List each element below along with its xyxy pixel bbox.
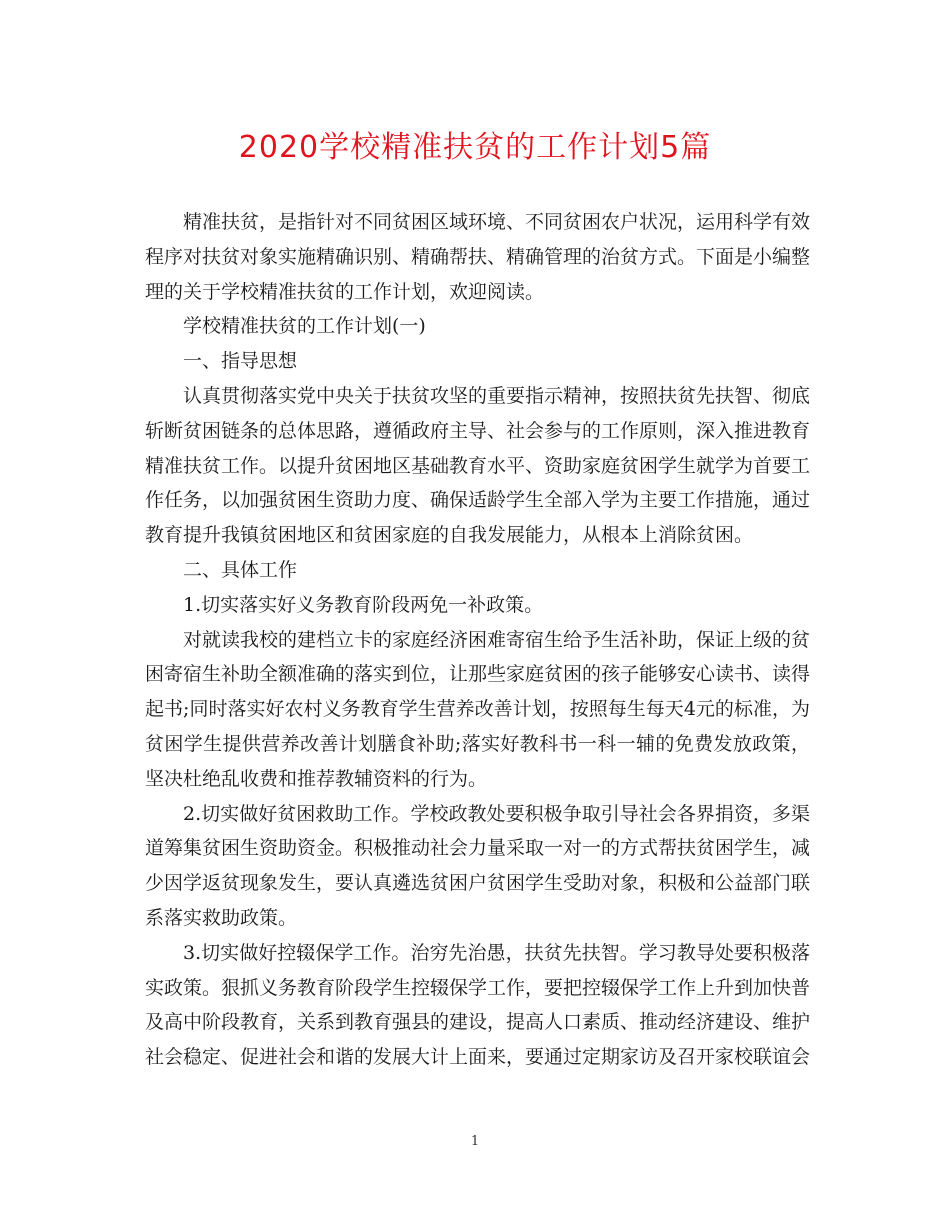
body-paragraph: 对就读我校的建档立卡的家庭经济困难寄宿生给予生活补助，保证上级的贫困寄宿生补助全额准确的落实到位，让那些家庭贫困的孩子能够安心读书、读得起书;同时落实好农村义务教育学生营养改善计划，按照每生每天4元的标准，为贫困学生提供营养改善计划膳食补助;落实好教科书一科一辅的免费发放政策，坚决杜绝乱收费和推荐教辅资料的行为。 [145,628,811,790]
body-paragraph: 3.切实做好控辍保学工作。治穷先治愚，扶贫先扶智。学习教导处要积极落实政策。狠抓义务教育阶段学生控辍保学工作，要把控辍保学工作上升到加快普及高中阶段教育，关系到教育强县的建设，提高人口素质、推动经济建设、维护社会稳定、促进社会和谐的发展大计上面来，要通过定期家访及召开家校联谊会 [145,941,811,1069]
document-title: 2020学校精准扶贫的工作计划5篇 [238,130,712,165]
section-heading: 学校精准扶贫的工作计划(一) [183,315,426,338]
body-paragraph: 2.切实做好贫困救助工作。学校政教处要积极争取引导社会各界捐资，多渠道筹集贫困生资助资金。积极推动社会力量采取一对一的方式帮扶贫困学生，减少因学返贫现象发生，要认真遴选贫困户贫困学生受助对象，积极和公益部门联系落实救助政策。 [145,802,811,929]
intro-paragraph: 精准扶贫，是指针对不同贫困区域环境、不同贫困农户状况，运用科学有效程序对扶贫对象实施精确识别、精确帮扶、精确管理的治贫方式。下面是小编整理的关于学校精准扶贫的工作计划，欢迎阅读。 [145,211,811,303]
list-item-heading: 1.切实落实好义务教育阶段两免一补政策。 [183,593,544,616]
document-body [145,205,810,1075]
subsection-heading: 一、指导思想 [183,350,298,373]
body-paragraph: 认真贯彻落实党中央关于扶贫攻坚的重要指示精神，按照扶贫先扶智、彻底斩断贫困链条的总体思路，遵循政府主导、社会参与的工作原则，深入推进教育精准扶贫工作。以提升贫困地区基础教育水平、资助家庭贫困学生就学为首要工作任务，以加强贫困生资助力度、确保适龄学生全部入学为主要工作措施，通过教育提升我镇贫困地区和贫困家庭的自我发展能力，从根本上消除贫困。 [145,384,811,547]
subsection-heading: 二、具体工作 [183,558,298,581]
page-number: 1 [470,1134,480,1149]
